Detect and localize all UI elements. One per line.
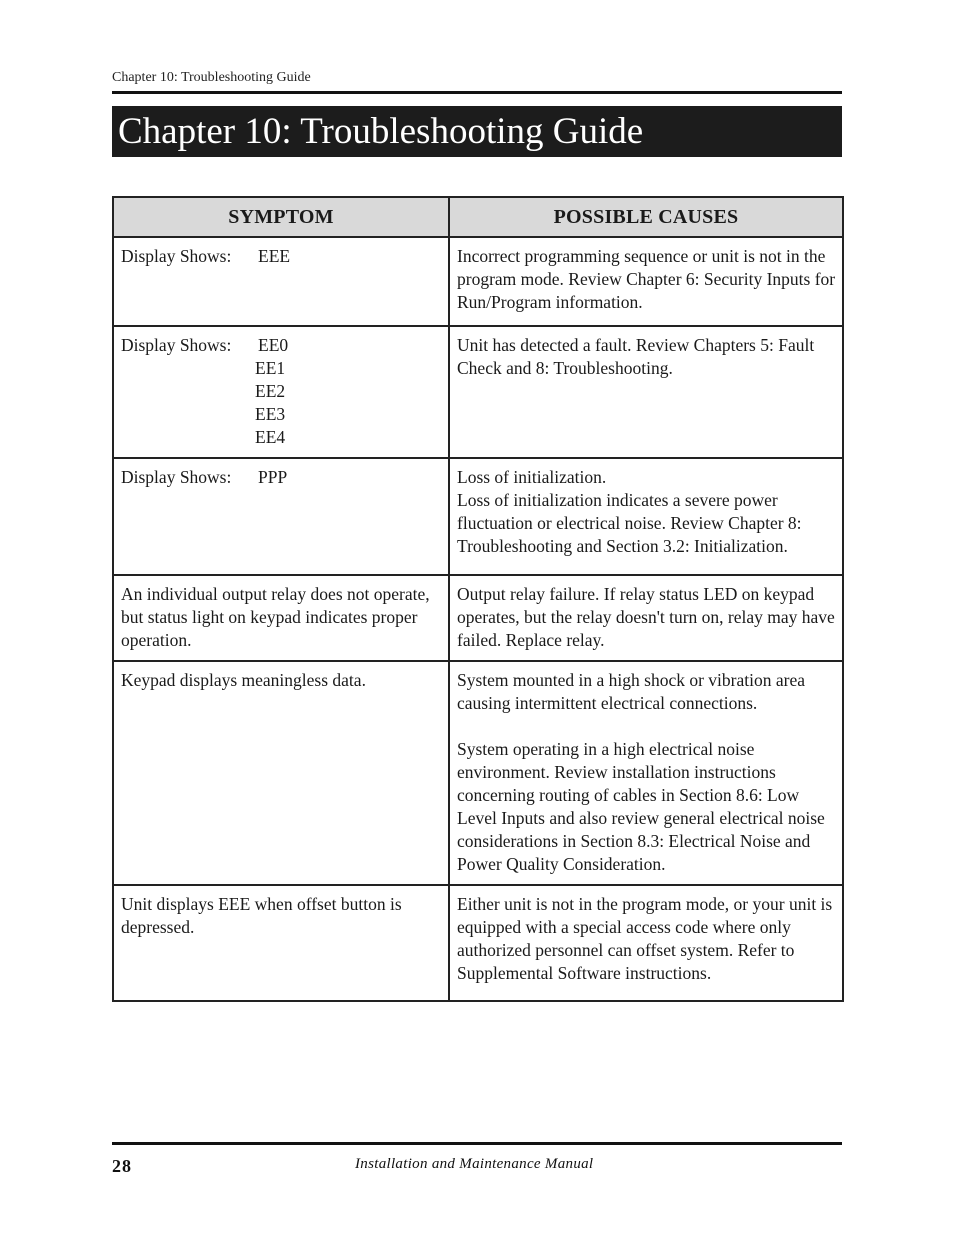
symptom-cell [113, 575, 449, 661]
cause-text: System mounted in a high shock or vibration area causing intermittent electrical connections. [457, 670, 805, 713]
causes-cell [449, 458, 843, 575]
cause-text: Either unit is not in the program mode, or your unit is equipped with a special access code where only authorized personnel can offset system. Refer to Supplemental Software instructions. [457, 894, 833, 983]
table-row [113, 661, 843, 885]
symptom-cell [113, 458, 449, 575]
display-code: EEE [258, 246, 291, 266]
display-code: PPP [258, 467, 288, 487]
table-row [113, 237, 843, 326]
troubleshooting-table [112, 196, 844, 1002]
table-header-row [113, 197, 843, 237]
cause-text: Incorrect programming sequence or unit is not in the program mode. Review Chapter 6: Security Inputs for Run/Program information. [457, 246, 836, 312]
page-number: 28 [112, 1156, 132, 1176]
symptom-cell [113, 237, 449, 326]
footer-rule [112, 1142, 842, 1145]
symptom-text: Unit displays EEE when offset button is depressed. [121, 894, 402, 937]
display-code: EE4 [255, 427, 286, 447]
symptom-text: An individual output relay does not operate, but status light on keypad indicates proper operation. [121, 584, 430, 650]
cause-text: Loss of initialization indicates a severe power fluctuation or electrical noise. Review Chapter 8: Troubleshooting and Section 3.2: Initialization. [457, 490, 802, 556]
cause-text: Loss of initialization. [457, 467, 607, 487]
display-code: EE1 [255, 358, 286, 378]
display-code: EE2 [255, 381, 286, 401]
display-shows [121, 466, 442, 489]
display-shows [121, 245, 442, 268]
symptom-cell [113, 661, 449, 885]
causes-cell [449, 661, 843, 885]
table-row [113, 575, 843, 661]
causes-cell [449, 326, 843, 458]
cause-text: System operating in a high electrical noise environment. Review installation instructions concerning routing of cables in Section 8.6: Low Level Inputs and also review general electrical noise considerations in Section 8.3: Electrical Noise and Power Quality Consideration. [457, 739, 825, 874]
running-head: Chapter 10: Troubleshooting Guide [112, 70, 311, 85]
display-shows [121, 334, 442, 449]
footer-title: Installation and Maintenance Manual [355, 1156, 594, 1172]
display-codes [255, 466, 287, 489]
table-row [113, 458, 843, 575]
symptom-text: Keypad displays meaningless data. [121, 670, 366, 690]
cause-text: Output relay failure. If relay status LED on keypad operates, but the relay doesn't turn on, relay may have failed. Replace relay. [457, 584, 835, 650]
symptom-label: Display Shows: [121, 467, 232, 487]
symptom-column-header: SYMPTOM [113, 197, 449, 237]
display-codes [255, 334, 288, 449]
chapter-title: Chapter 10: Troubleshooting Guide [112, 106, 842, 157]
symptom-label: Display Shows: [121, 335, 232, 355]
paragraph-gap [457, 715, 836, 738]
causes-cell [449, 575, 843, 661]
causes-cell [449, 885, 843, 1001]
symptom-label: Display Shows: [121, 246, 232, 266]
table-row [113, 885, 843, 1001]
display-codes [255, 245, 290, 268]
display-code: EE0 [258, 335, 289, 355]
header-rule [112, 91, 842, 94]
symptom-cell [113, 885, 449, 1001]
cause-text: Unit has detected a fault. Review Chapters 5: Fault Check and 8: Troubleshooting. [457, 335, 815, 378]
table-row [113, 326, 843, 458]
symptom-cell [113, 326, 449, 458]
display-code: EE3 [255, 404, 286, 424]
causes-column-header: POSSIBLE CAUSES [449, 197, 843, 237]
causes-cell [449, 237, 843, 326]
